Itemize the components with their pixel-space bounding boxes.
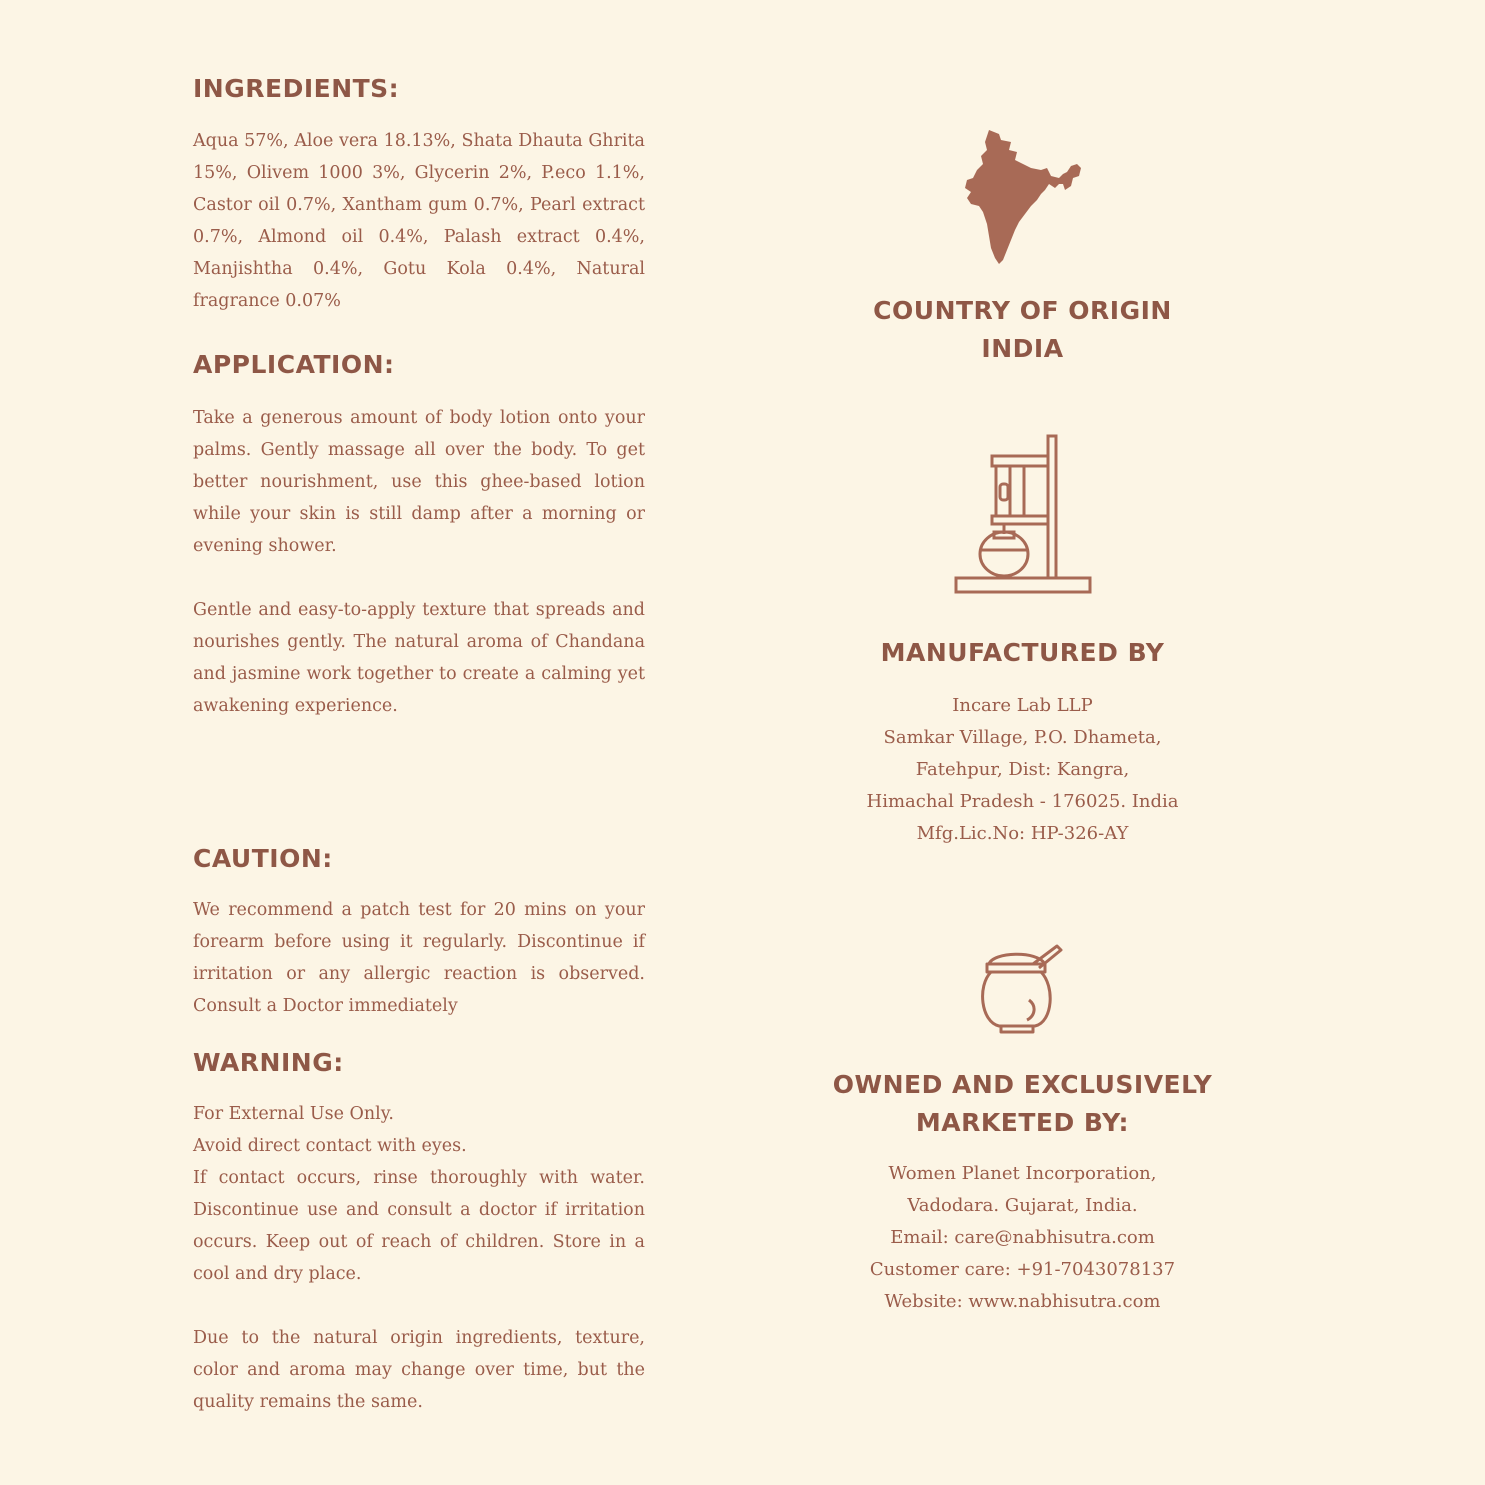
ingredients-text: Aqua 57%, Aloe vera 18.13%, Shata Dhauta Ghrita 15%, Olivem 1000 3%, Glycerin 2%, P.eco 1.1%, Castor oil 0.7%, Xantham gum 0.7%, Pearl extract 0.7%, Almond oil 0.4%, Palash extract 0.4%, Manjishtha 0.4%, Gotu Kola 0.4%, Natural fragrance 0.07% xyxy=(193,131,645,311)
caution-text: We recommend a patch test for 20 mins on your forearm before using it regularly. Discontinue if irritation or any allergic reaction is observed. Consult a Doctor immediately xyxy=(193,900,645,1016)
marketer-name: Women Planet Incorporation, xyxy=(888,1163,1157,1184)
manufacturer-line: Fatehpur, Dist: Kangra, xyxy=(915,759,1130,780)
india-map-icon xyxy=(961,128,1085,266)
application-heading: APPLICATION: xyxy=(193,350,395,379)
warning-line-2: Avoid direct contact with eyes. xyxy=(193,1136,467,1156)
warning-heading: WARNING: xyxy=(193,1048,344,1077)
ghee-pot-icon xyxy=(979,942,1067,1036)
application-paragraph-2: Gentle and easy-to-apply texture that spreads and nourishes gently. The natural aroma of Chandana and jasmine work together to create a calming yet awakening experience. xyxy=(193,600,645,716)
marketer-customer-care: Customer care: +91-7043078137 xyxy=(869,1259,1176,1280)
manufacturer-license: Mfg.Lic.No: HP-326-AY xyxy=(916,823,1129,844)
manufacturer-line: Himachal Pradesh - 176025. India xyxy=(866,791,1179,812)
warning-block xyxy=(193,1098,645,1290)
marketer-location: Vadodara. Gujarat, India. xyxy=(907,1195,1138,1216)
marketed-by-heading-line-2: MARKETED BY: xyxy=(915,1108,1130,1137)
natural-origin-note: Due to the natural origin ingredients, texture, color and aroma may change over time, but the quality remains the same. xyxy=(193,1328,645,1412)
caution-heading: CAUTION: xyxy=(193,844,333,873)
origin-section xyxy=(820,128,1225,368)
manufacturer-line: Incare Lab LLP xyxy=(952,695,1093,716)
application-paragraph-1: Take a generous amount of body lotion onto your palms. Gently massage all over the body. To get better nourishment, use this ghee-based lotion while your skin is still damp after a morning or evening shower. xyxy=(193,408,645,556)
distillation-apparatus-icon xyxy=(952,432,1094,598)
warning-text: If contact occurs, rinse thoroughly with water. Discontinue use and consult a doctor if irritation occurs. Keep out of reach of children. Store in a cool and dry place. xyxy=(193,1168,645,1284)
ingredients-heading: INGREDIENTS: xyxy=(193,74,400,103)
country-of-origin-label: COUNTRY OF ORIGIN xyxy=(873,296,1172,325)
marketer-website: Website: www.nabhisutra.com xyxy=(884,1291,1161,1312)
marketer-email: Email: care@nabhisutra.com xyxy=(890,1227,1155,1248)
warning-line-1: For External Use Only. xyxy=(193,1104,394,1124)
marketed-by-heading-line-1: OWNED AND EXCLUSIVELY xyxy=(832,1070,1213,1099)
marketer-section xyxy=(820,942,1225,1318)
manufacturer-line: Samkar Village, P.O. Dhameta, xyxy=(883,727,1162,748)
country-of-origin-value: INDIA xyxy=(981,334,1064,363)
manufactured-by-heading: MANUFACTURED BY xyxy=(880,638,1165,667)
manufacturer-section xyxy=(820,432,1225,850)
